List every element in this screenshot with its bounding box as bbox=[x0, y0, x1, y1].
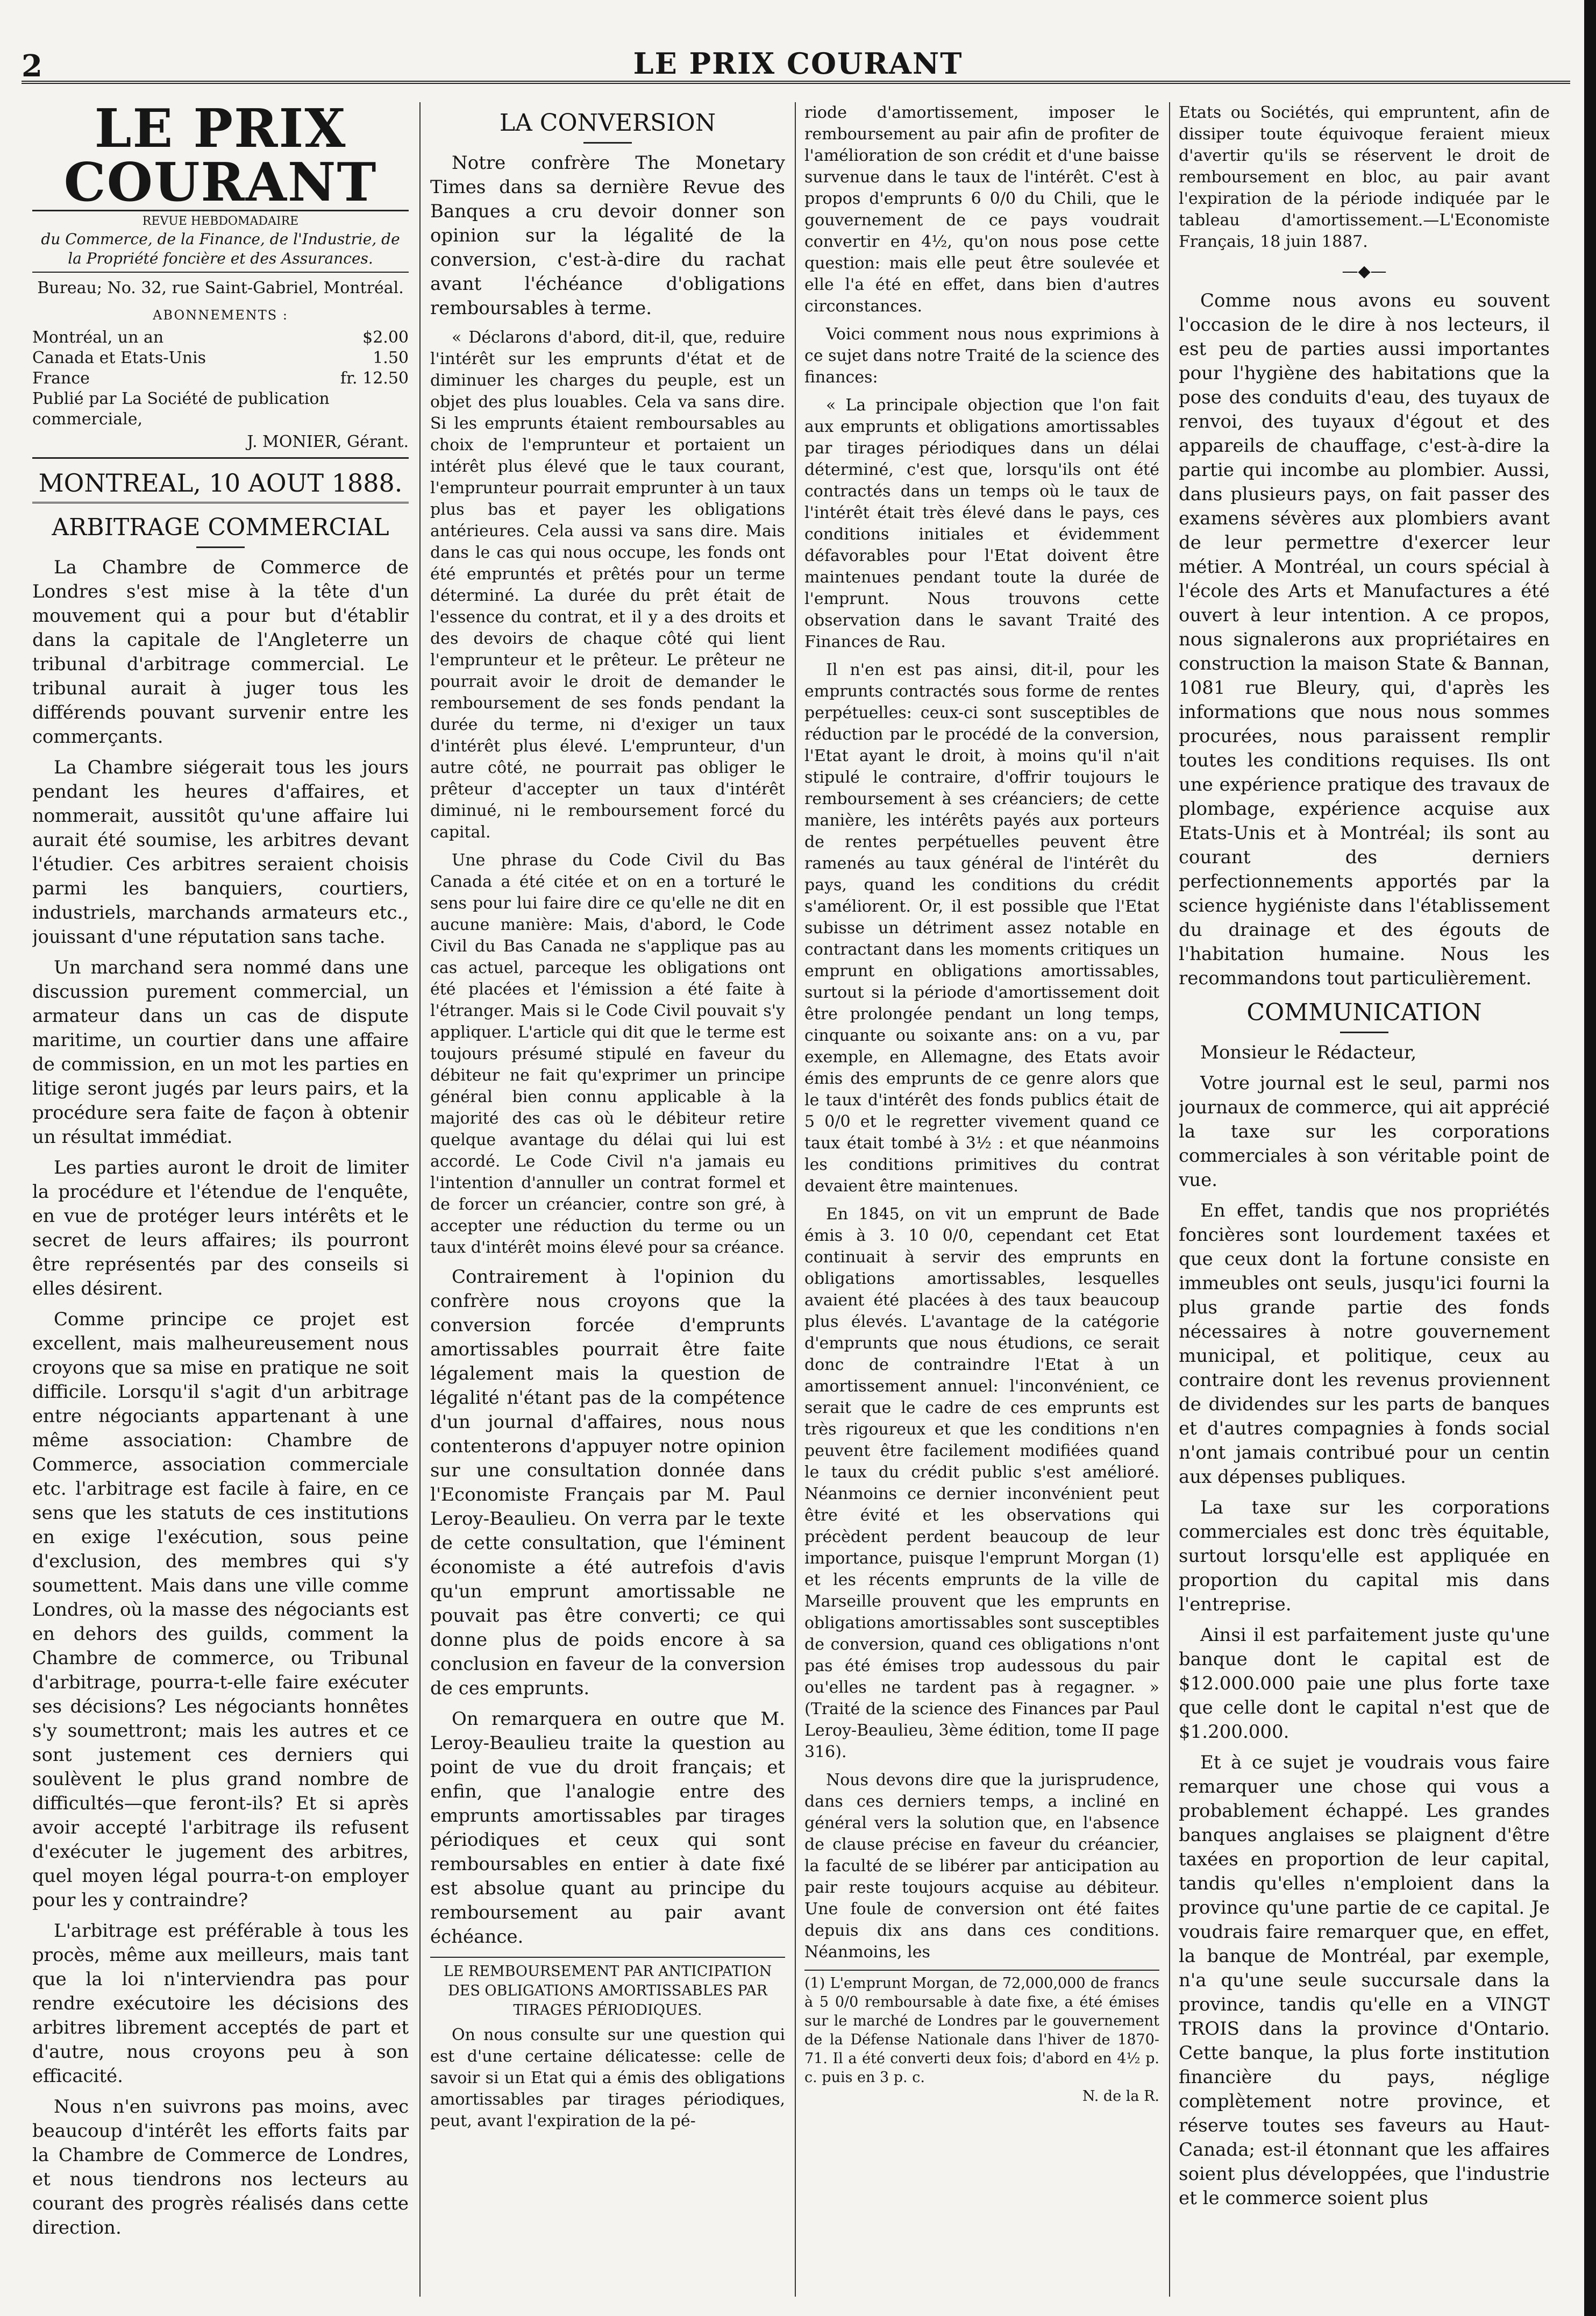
article-title-conversion: LA CONVERSION bbox=[499, 109, 716, 137]
paragraph: L'arbitrage est préférable à tous les procès, même aux meilleurs, mais tant que la loi n'interviendra pas pour rendre exécutoire les décisions des arbitres librement acceptés de part et d'autre, nous croyons peu à son efficacité. bbox=[32, 1920, 409, 2087]
subscription-list bbox=[32, 328, 409, 389]
paragraph: « Déclarons d'abord, dit-il, que, reduire l'intérêt sur les emprunts d'état et de diminuer les charges du peuple, est un objet des plus louables. Cela va sans dire. Si les emprunts étaient remboursables au choix de l'emprunteur et portaient un intérêt plus élevé que le taux courant, l'emprunteur pourrait emprunter à un taux plus bas et payer les obligations antérieures. Cela aussi va sans dire. Mais dans le cas qui nous occupe, les fonds ont été empruntés et prêtés pour un terme déterminé. La durée du prêt était de l'essence du contrat, et il y a des droits et des devoirs de chaque côté qui lient l'emprunteur et le prêteur. Le prêteur ne pourrait avoir le droit de demander le remboursement de ses fonds pendant la durée du terme, ni d'exiger un taux d'intérêt plus élevé. L'emprunteur, d'un autre côté, ne pourrait pas obliger le prêteur d'accepter un taux d'intérêt diminué, ni le remboursement forcé du capital. bbox=[430, 328, 785, 842]
paragraph: Etats ou Sociétés, qui empruntent, afin de dissiper toute équivoque feraient mieux d'avertir qu'ils se réservent le droit de remboursement en bloc, au pair avant l'expiration de la période indiquée par le tableau d'amortissement.—L'Economiste Français, 18 juin 1887. bbox=[1179, 103, 1550, 251]
paragraph: La Chambre de Commerce de Londres s'est mise à la tête d'un mouvement qui a pour but d'établir dans la capitale de l'Angleterre un tribunal d'arbitrage commercial. Le tribunal aurait à juger tous les différends pouvant survenir entre les commerçants. bbox=[32, 557, 409, 748]
page-edge-bar bbox=[1584, 0, 1596, 2316]
column-4 bbox=[1179, 102, 1550, 2297]
running-head: LE PRIX COURANT bbox=[633, 46, 963, 81]
paragraph: Nous n'en suivrons pas moins, avec beaucoup d'intérêt les efforts faits par la Chambre de Commerce de Londres, et nous tiendrons nos lecteurs au courant des progrès réalisés dans cette direction. bbox=[32, 2096, 409, 2239]
paragraph: Ainsi il est parfaitement juste qu'une banque dont le capital est de $12.000.000 paie une plus forte taxe que celle dont le capital n'est que de $1.200.000. bbox=[1179, 1624, 1550, 1743]
paragraph: Comme principe ce projet est excellent, mais malheureusement nous croyons que sa mise en pratique ne soit difficile. Lorsqu'il s'agit d'un arbitrage entre négociants appartenant à une même association: Chambre de Commerce, association commerciale etc. l'arbitrage est facile à faire, en ce sens que les statuts de ces institutions en exige l'exécution, sous peine d'exclusion, des membres qui s'y soumettent. Mais dans une ville comme Londres, où la masse des négociants est en dehors des guilds, comment la Chambre de commerce, ou Tribunal d'arbitrage, pourra-t-elle faire exécuter ses décisions? Les négociants honnêtes s'y soumettront; mais les autres et ce sont justement ces derniers qui soulèvent le plus grand nombre de difficultés—que feront-ils? Et si après avoir accepté l'arbitrage ils refusent d'exécuter le jugement des arbitres, quel moyen légal pourra-t-on employer pour les y contraindre? bbox=[32, 1309, 409, 1911]
paragraph: En 1845, on vit un emprunt de Bade émis à 3. 10 0/0, cependant cet Etat continuait à servir des emprunts en obligations amortissables, lesquelles avaient été placées à des taux beaucoup plus élevés. L'avantage de la catégorie d'emprunts que nous étudions, ce serait donc de contraindre l'Etat à un amortissement annuel: l'inconvénient, ce serait que le cadre de ces emprunts est très rigoureux et que les conditions n'en peuvent être facilement modifiées quand le taux du crédit public s'est amélioré. Néanmoins ce dernier inconvénient peut être évité et les observations qui précèdent perdent beaucoup de leur importance, puisque l'emprunt Morgan (1) et les récents emprunts de la ville de Marseille prouvent que les emprunts en obligations amortissables sont susceptibles de conversion, quand ces obligations n'ont pas été émises trop audessous du pair ou'elles ne tardent pas à regagner. » (Traité de la science des Finances par Paul Leroy-Beaulieu, 3ème édition, tome II page 316). bbox=[804, 1205, 1159, 1761]
subscription-item: Canada et Etats-Unis 1.50 bbox=[32, 349, 409, 367]
paragraph: On nous consulte sur une question qui est d'une certaine délicatesse: celle de savoir si un Etat qui a émis des obligations amortissables par tirages périodiques, peut, avant l'expiration de la pé- bbox=[430, 2026, 785, 2130]
column-2 bbox=[430, 102, 785, 2297]
paragraph: « La principale objection que l'on fait aux emprunts et obligations amortissables par tirages périodiques dans un délai déterminé, c'est que, lorsqu'ils ont été contractés dans un temps où le taux de l'intérêt était très élevé dans le pays, ces conditions initiales et évidemment défavorables pour l'Etat doivent être maintenues pendant toute la durée de l'emprunt. Nous trouvons cette observation dans le savant Traité des Finances de Rau. bbox=[804, 396, 1159, 651]
paragraph: Notre confrère The Monetary Times dans sa dernière Revue des Banques a cru devoir donner son opinion sur la légalité de la conversion, c'est-à-dire du rachat avant l'échéance d'obligations remboursables à terme. bbox=[430, 152, 785, 319]
paragraph: Votre journal est le seul, parmi nos journaux de commerce, qui ait apprécié la taxe sur les corporations commerciales à son véritable point de vue. bbox=[1179, 1072, 1550, 1191]
ornament-divider: —◆— bbox=[1342, 262, 1387, 281]
paragraph: En effet, tandis que nos propriétés foncières sont lourdement taxées et que ceux dont la fortune consiste en immeubles ont seuls, jusqu'ici fourni la plus grande partie des fonds nécessaires à notre gouvernement municipal, et politique, ceux au contraire dont les revenus proviennent de dividendes sur les parts de banques et d'autres compagnies à fonds social n'ont jamais contribué pour un centin aux dépenses publiques. bbox=[1179, 1200, 1550, 1488]
paragraph: On remarquera en outre que M. Leroy-Beaulieu traite la question au point de vue du droit français; et enfin, que l'analogie entre des emprunts amortissables par tirages périodiques et ceux qui sont remboursables en entier à date fixé est absolue quant au principe du remboursement au pair avant échéance. bbox=[430, 1708, 785, 1948]
masthead-title: LE PRIX COURANT bbox=[32, 102, 409, 211]
masthead-subtitle: REVUE HEBDOMADAIRE bbox=[142, 215, 299, 228]
article-title-arbitrage: ARBITRAGE COMMERCIAL bbox=[52, 514, 389, 541]
paragraph: La taxe sur les corporations commerciales est donc très équitable, surtout lorsqu'elle est appliquée en proportion du capital mis dans l'entreprise. bbox=[1179, 1497, 1550, 1615]
subscription-item: France fr. 12.50 bbox=[32, 369, 409, 388]
paragraph: Comme nous avons eu souvent l'occasion de le dire à nos lecteurs, il est peu de parties aussi importantes pour l'hygiène des habitations que la pose des conduits d'eau, des tuyaux de renvoi, des tuyaux d'égout et des appareils de chauffage, c'est-à-dire la partie qui incombe au plombier. Aussi, dans plusieurs pays, on fait passer des examens sévères aux plombiers avant de leur permettre d'exercer leur métier. A Montréal, un cours spécial à l'école des Arts et Manufactures a été ouvert à leur intention. A ce propos, nous signalerons aux propriétaires en construction la maison State & Bannan, 1081 rue Bleury, qui, d'après les informations que nous nous sommes procurées, nous paraissent remplir toutes les conditions requises. Ils ont une expérience pratique des travaux de plombage, expérience acquise aux Etats-Unis et à Montréal; ils sont au courant des derniers perfectionnements apportés par la science hygiéniste dans l'établissement du drainage et des égouts de l'habitation humaine. Nous les recommandons tout particulièrement. bbox=[1179, 290, 1550, 989]
paragraph: Voici comment nous nous exprimions à ce sujet dans notre Traité de la science des finances: bbox=[804, 325, 1159, 387]
column-rule bbox=[419, 102, 421, 2297]
column-1 bbox=[32, 102, 409, 2297]
article-title-communication: COMMUNICATION bbox=[1246, 999, 1482, 1026]
divider bbox=[583, 142, 632, 144]
paragraph: Contrairement à l'opinion du confrère nous croyons que la conversion forcée d'emprunts amortissables pourrait être faite légalement mais la question de légalité n'étant pas de la compétence d'un journal d'affaires, nous nous contenterons d'appuyer notre opinion sur une consultation donnée dans l'Economiste Français par M. Paul Leroy-Beaulieu. On verra par le texte de cette consultation, que l'éminent économiste a été autrefois d'avis qu'un emprunt amortissable ne pouvait pas être converti; ce qui donne plus de poids encore à sa conclusion en faveur de la conversion de ces emprunts. bbox=[430, 1266, 785, 1699]
footnote-signature: N. de la R. bbox=[1082, 2088, 1159, 2105]
paragraph: Une phrase du Code Civil du Bas Canada a été citée et on en a torturé le sens pour lui faire dire ce qu'elle ne dit en aucune manière: Mais, d'abord, le Code Civil du Bas Canada ne s'applique pas au cas actuel, parceque les obligations ont été placées et l'émission a été faite à l'étranger. Mais si le Code Civil pouvait s'y appliquer. L'article qui dit que le terme est toujours présumé stipulé en faveur du débiteur ne fait qu'exprimer un principe général bien connu applicable à la majorité des cas où le débiteur retire quelque avantage du délai qui lui est accordé. Le Code Civil n'a jamais eu l'intention d'annuller un contrat formel et de forcer un créancier, contre son gré, à accepter une réduction du terme ou un taux d'intérêt moins élevé pour sa créance. bbox=[430, 851, 785, 1257]
paragraph: Et à ce sujet je voudrais vous faire remarquer une chose qui vous a probablement échappé. Les grandes banques anglaises se plaignent d'être taxées en proportion de leur capital, tandis qu'elles n'emploient dans la province qu'une partie de ce capital. Je voudrais faire remarquer que, en effet, la banque de Montréal, par exemple, n'a qu'une seule succursale dans la province, tandis qu'elle en a VINGT TROIS dans la province d'Ontario. Cette banque, la plus forte institution financière du pays, néglige complètement notre province, et réserve toutes ses faveurs au Haut-Canada; est-il étonnant que les affaires soient plus développées, que l'industrie et le commerce soient plus bbox=[1179, 1752, 1550, 2209]
paragraph: Un marchand sera nommé dans une discussion purement commercial, un armateur dans un cas de dispute maritime, un courtier dans une affaire de commission, en un mot les parties en litige seront jugés par leurs pairs, et la procédure sera faite de façon à obtenir un résultat immédiat. bbox=[32, 957, 409, 1148]
office-address: Bureau; No. 32, rue Saint-Gabriel, Montréal. bbox=[37, 279, 404, 297]
paragraph: La Chambre siégerait tous les jours pendant les heures d'affaires, et nommerait, aussitôt qu'une affaire lui aurait été soumise, les arbitres devant l'étudier. Ces arbitres seraient choisis parmi les banquiers, courtiers, industriels, marchands armateurs etc., jouissant d'une réputation sans tache. bbox=[32, 757, 409, 948]
paragraph: Il n'en est pas ainsi, dit-il, pour les emprunts contractés sous forme de rentes perpétuelles: ceux-ci sont susceptibles de réduction par le procédé de la conversion, l'Etat ayant le droit, à moins qu'il n'ait stipulé le contraire, d'offrir toujours le remboursement à ses créanciers; de cette manière, les intérêts payés aux porteurs de rentes perpétuelles peuvent être ramenés au taux général de l'intérêt du pays, quand les conditions du crédit s'améliorent. Or, il est possible que l'Etat subisse un détriment assez notable en contractant dans les moments critiques un emprunt en obligations amortissables, surtout si la période d'amortissement doit être prolongée pendant un long temps, cinquante ou soixante ans: on a vu, par exemple, en Allemagne, des Etats avoir émis des emprunts de ce genre alors que le taux d'intérêt des fonds publics était de 5 0/0 et le regretter vivement quand ce taux était tombé à 3½ : et que néanmoins les conditions primitives du contrat devaient être maintenues. bbox=[804, 660, 1159, 1196]
dateline: MONTREAL, 10 AOUT 1888. bbox=[32, 464, 409, 503]
column-rule bbox=[1169, 102, 1170, 2297]
masthead-description: du Commerce, de la Finance, de l'Industrie, de la Propriété foncière et des Assurances. bbox=[32, 230, 409, 273]
footnote-text: (1) L'emprunt Morgan, de 72,000,000 de francs à 5 0/0 remboursable à date fixe, a été émises sur le marché de Londres par le gouvernement de la Défense Nationale dans l'hiver de 1870-71. Il a été converti deux fois; d'abord en 4½ p. c. puis en 3 p. c. bbox=[804, 1975, 1159, 2086]
footnote bbox=[804, 1970, 1159, 2106]
divider bbox=[196, 546, 245, 548]
paragraph: riode d'amortissement, imposer le remboursement au pair afin de profiter de l'amélioration de son crédit et d'une baisse survenue dans le taux de l'intérêt. C'est à propos d'emprunts 6 0/0 du Chili, que le gouvernement de ce pays voudrait convertir en 4½, qu'on nous pose cette question: mais elle peut être soulevée et elle l'a été en effet, dans bien d'autres circonstances. bbox=[804, 103, 1159, 316]
notice-heading: LE REMBOURSEMENT PAR ANTICIPATION DES OBLIGATIONS AMORTISSABLES PAR TIRAGES PÉRIODIQUES. bbox=[430, 1957, 785, 2020]
column-rule bbox=[795, 102, 796, 2297]
subscriptions-heading: ABONNEMENTS : bbox=[153, 308, 288, 323]
publisher: Publié par La Société de publication commerciale, bbox=[32, 389, 330, 429]
masthead bbox=[32, 102, 409, 459]
paragraph: Nous devons dire que la jurisprudence, dans ces derniers temps, a incliné en général vers la solution que, en l'absence de clause précise en faveur du créancier, la faculté de se libérer par anticipation au pair reste toujours acquise au débiteur. Une foule de conversion ont été faites depuis dix ans dans ces conditions. Néanmoins, les bbox=[804, 1771, 1159, 1962]
column-3 bbox=[804, 102, 1159, 2297]
divider bbox=[1340, 1032, 1388, 1033]
paragraph: Les parties auront le droit de limiter la procédure et l'étendue de l'enquête, en vue de protéger leurs intérêts et le secret de leurs affaires; ils pourront être représentés par des conseils si elles désirent. bbox=[32, 1157, 409, 1299]
salutation: Monsieur le Rédacteur, bbox=[1200, 1042, 1417, 1063]
page-number: 2 bbox=[22, 48, 42, 84]
subscription-item: Montréal, un an $2.00 bbox=[32, 328, 409, 347]
manager: J. MONIER, Gérant. bbox=[32, 430, 409, 459]
